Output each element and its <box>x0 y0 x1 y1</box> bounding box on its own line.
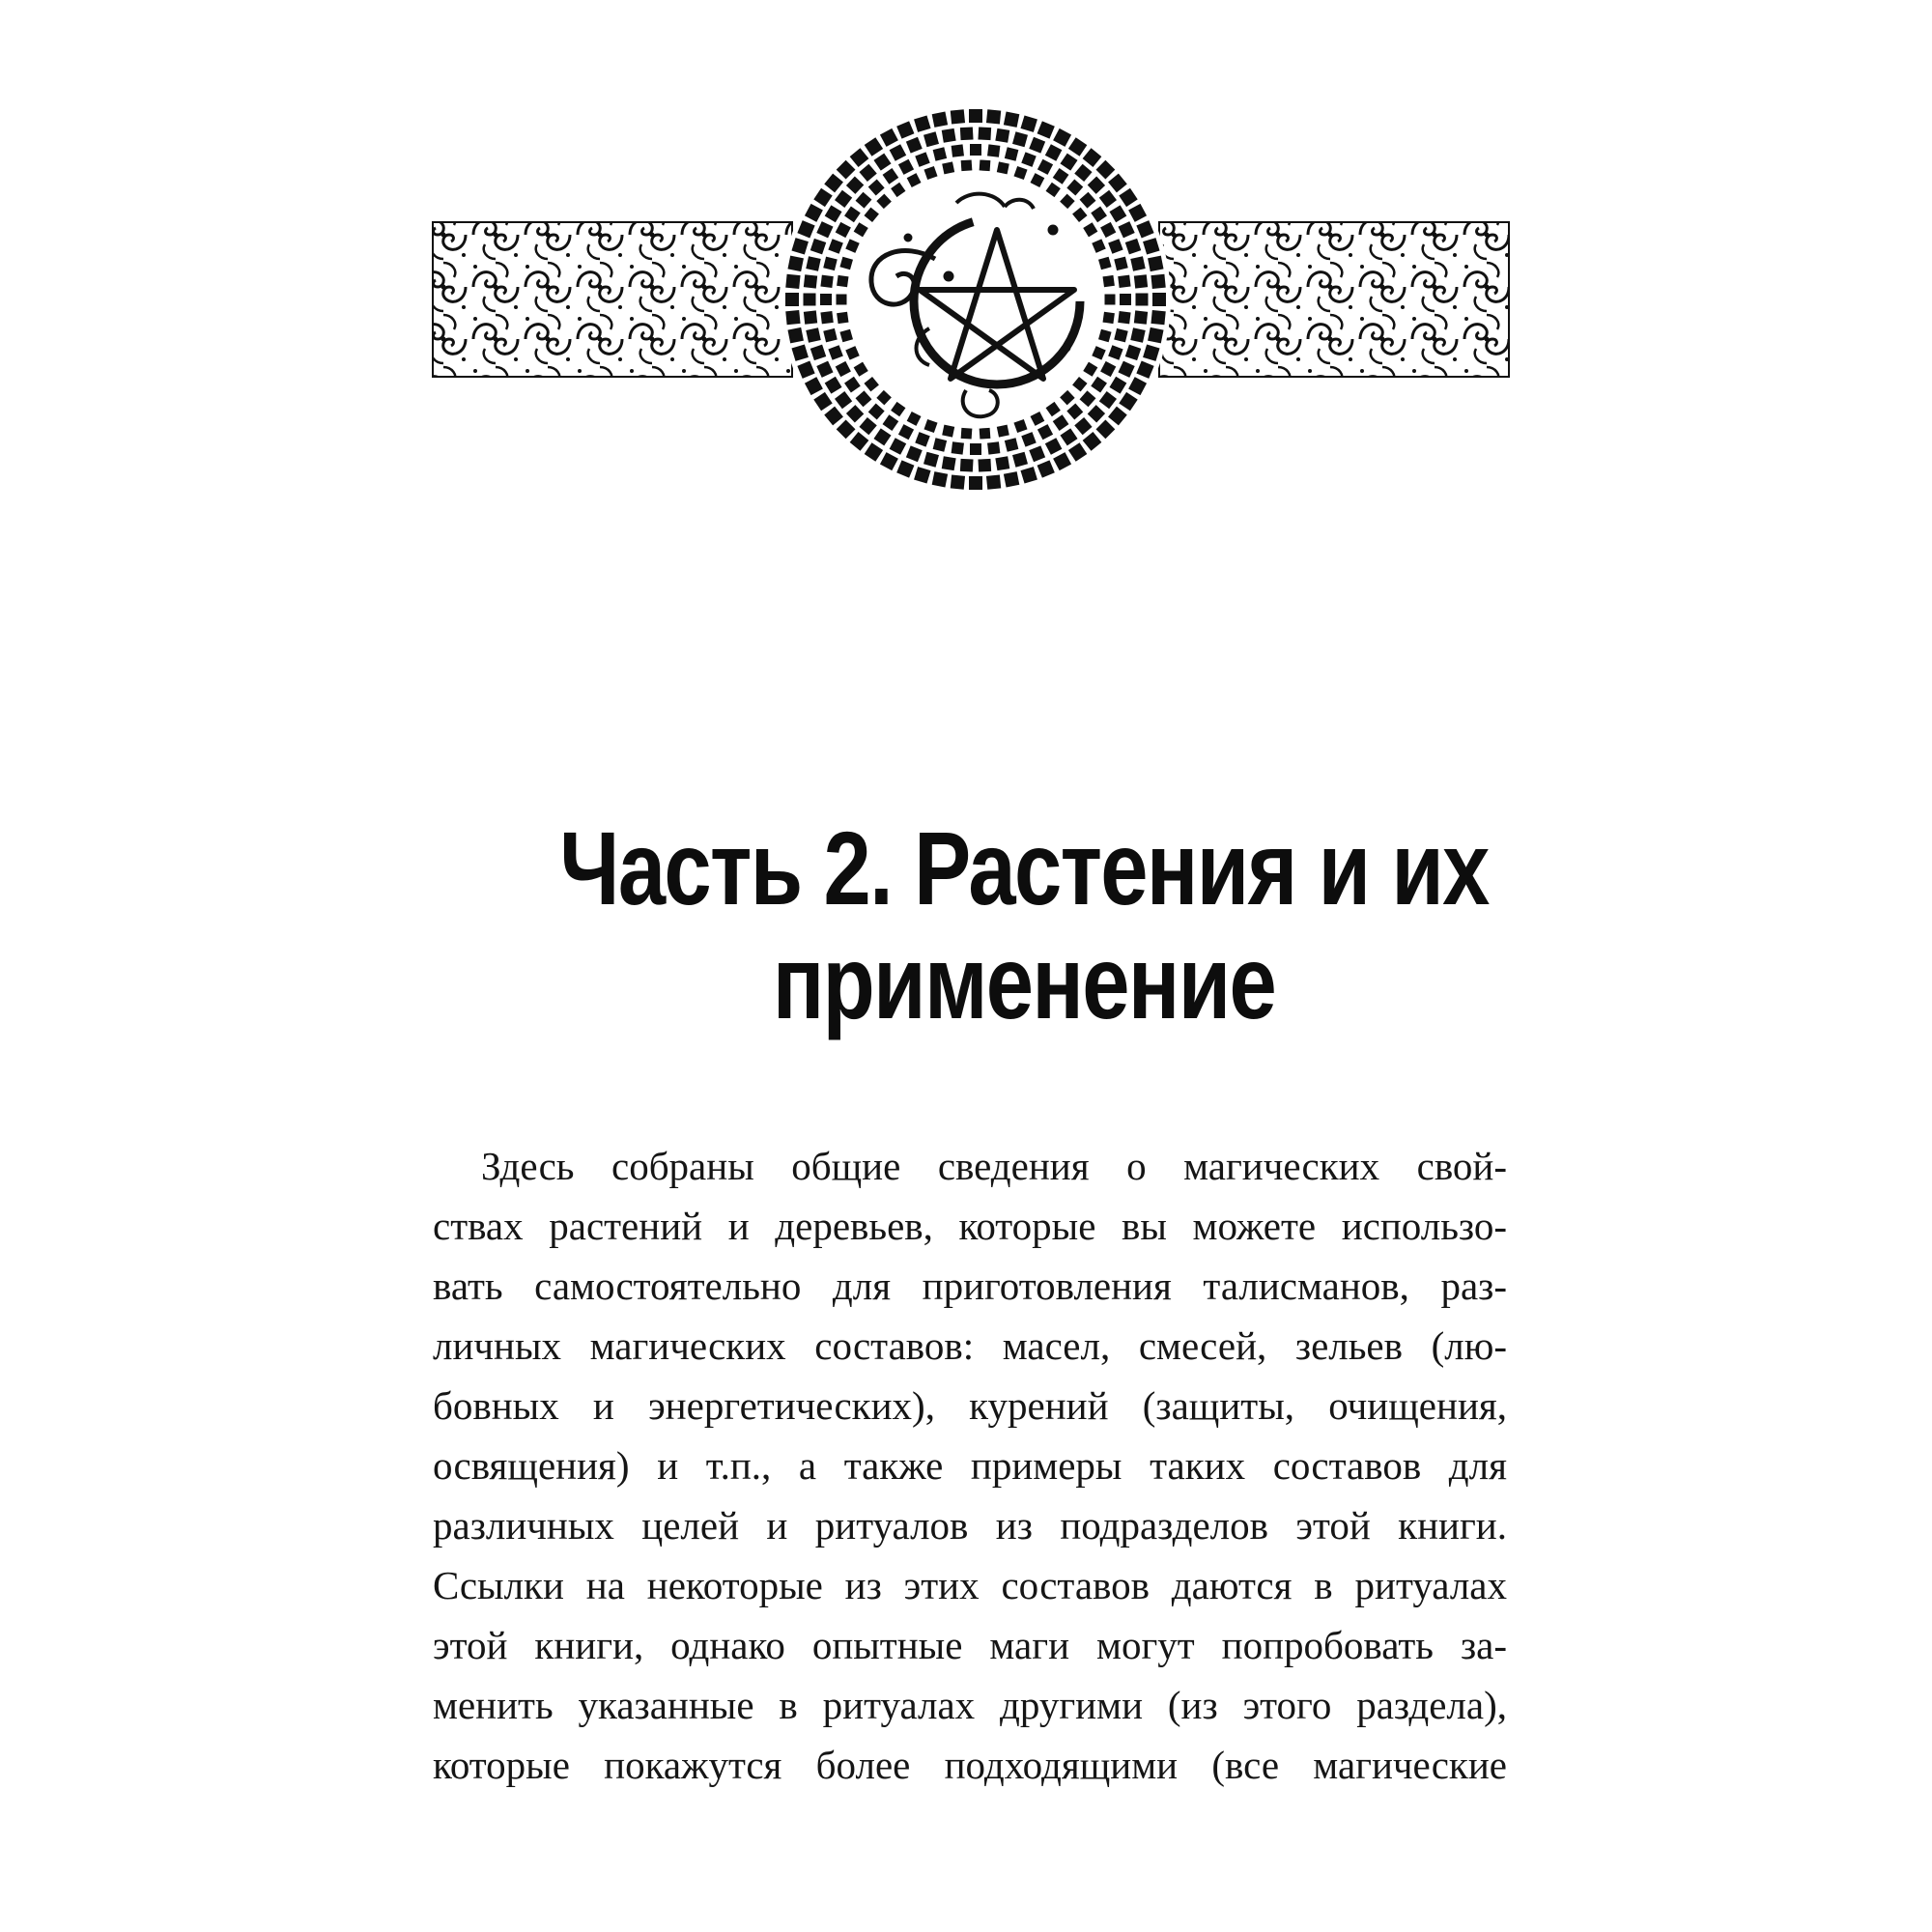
ring-tile <box>969 109 982 123</box>
ring-tile <box>785 310 800 325</box>
ring-tile <box>960 459 974 472</box>
body-line: которые покажутся более подходящими (все магические <box>433 1743 1507 1787</box>
body-line: Ссылки на некоторые из этих составов даются в ритуалах <box>433 1563 1507 1607</box>
ring-tile <box>997 425 1009 438</box>
ring-tile <box>787 256 803 271</box>
ring-tile <box>978 127 991 140</box>
ring-tile <box>932 111 948 127</box>
ring-tile <box>995 456 1009 470</box>
ring-tile <box>951 109 965 124</box>
ring-tile <box>1148 256 1163 271</box>
body-paragraph <box>433 1136 1507 1795</box>
ring-tile <box>942 456 956 470</box>
ring-tile <box>970 144 981 156</box>
body-line: различных целей и ритуалов из подразделов этой книги. <box>433 1503 1507 1548</box>
ring-tile <box>1103 275 1115 287</box>
ring-tile <box>995 128 1009 143</box>
ring-tile <box>986 474 1001 489</box>
ring-tile <box>804 274 817 288</box>
ring-tile <box>1118 311 1130 324</box>
ring-tile <box>952 144 964 156</box>
ring-tile <box>1130 256 1145 270</box>
ring-tile <box>1120 294 1131 305</box>
ring-tile <box>1148 327 1163 343</box>
ornament-band-left <box>433 222 792 377</box>
ring-tile <box>1134 310 1148 324</box>
chapter-title-line-2: применение <box>772 923 1276 1040</box>
ring-tile <box>978 459 991 472</box>
ring-tile <box>987 441 1000 454</box>
ring-tile <box>1103 312 1115 324</box>
ring-tile <box>820 275 833 288</box>
ring-tile <box>1152 293 1166 306</box>
ring-tile <box>986 109 1001 124</box>
ring-tile <box>820 294 832 305</box>
ring-tile <box>987 144 1000 156</box>
ring-tile <box>804 310 817 324</box>
ring-tile <box>1004 111 1019 127</box>
ring-tile <box>820 311 833 324</box>
ring-tile <box>961 428 973 440</box>
ring-tile <box>980 159 991 171</box>
ring-tile <box>1136 294 1149 306</box>
ring-tile <box>1151 310 1165 325</box>
chapter-ornament <box>0 0 1932 541</box>
ring-tile <box>960 127 974 140</box>
ring-tile <box>804 294 816 306</box>
chapter-title-line-1: Часть 2. Растения и их <box>559 810 1489 926</box>
ring-tile <box>1151 274 1165 289</box>
ring-tile <box>837 275 848 287</box>
ring-tile <box>970 443 981 455</box>
body-line: освящения) и т.п., а также примеры таких составов для <box>433 1443 1507 1488</box>
body-line: Здесь собраны общие сведения о магических свой- <box>481 1144 1507 1188</box>
ring-tile <box>837 295 847 305</box>
ring-tile <box>1118 275 1130 288</box>
ring-tile <box>1105 295 1116 305</box>
body-line: вать самостоятельно для приготовления талисманов, раз- <box>433 1264 1507 1308</box>
ornament-band-right <box>1159 222 1509 377</box>
ring-tile <box>785 274 800 289</box>
ring-tile <box>952 441 964 454</box>
ring-tile <box>837 312 848 324</box>
body-line: менить указанные в ритуалах другими (из этого раздела), <box>433 1683 1507 1727</box>
ring-tile <box>961 159 973 171</box>
body-line: ствах растений и деревьев, которые вы можете использо- <box>433 1204 1507 1248</box>
ring-tile <box>942 128 956 143</box>
ring-tile <box>932 471 948 487</box>
ring-tile <box>1130 327 1145 342</box>
body-line: этой книги, однако опытные маги могут попробовать за- <box>433 1623 1507 1667</box>
ring-tile <box>785 293 799 306</box>
body-line: бовных и энергетических), курений (защиты, очищения, <box>433 1383 1507 1428</box>
ring-tile <box>806 327 820 342</box>
ring-tile <box>1004 471 1019 487</box>
ring-tile <box>969 476 982 490</box>
ring-tile <box>787 327 803 343</box>
ring-tile <box>942 161 954 174</box>
ring-tile <box>980 428 991 440</box>
chapter-title <box>533 811 1516 1039</box>
ring-tile <box>1134 274 1148 288</box>
body-line: личных магических составов: масел, смесей, зельев (лю- <box>433 1323 1507 1368</box>
ring-tile <box>806 256 820 270</box>
ring-tile <box>997 161 1009 174</box>
ring-tile <box>942 425 954 438</box>
ring-tile <box>951 474 965 489</box>
